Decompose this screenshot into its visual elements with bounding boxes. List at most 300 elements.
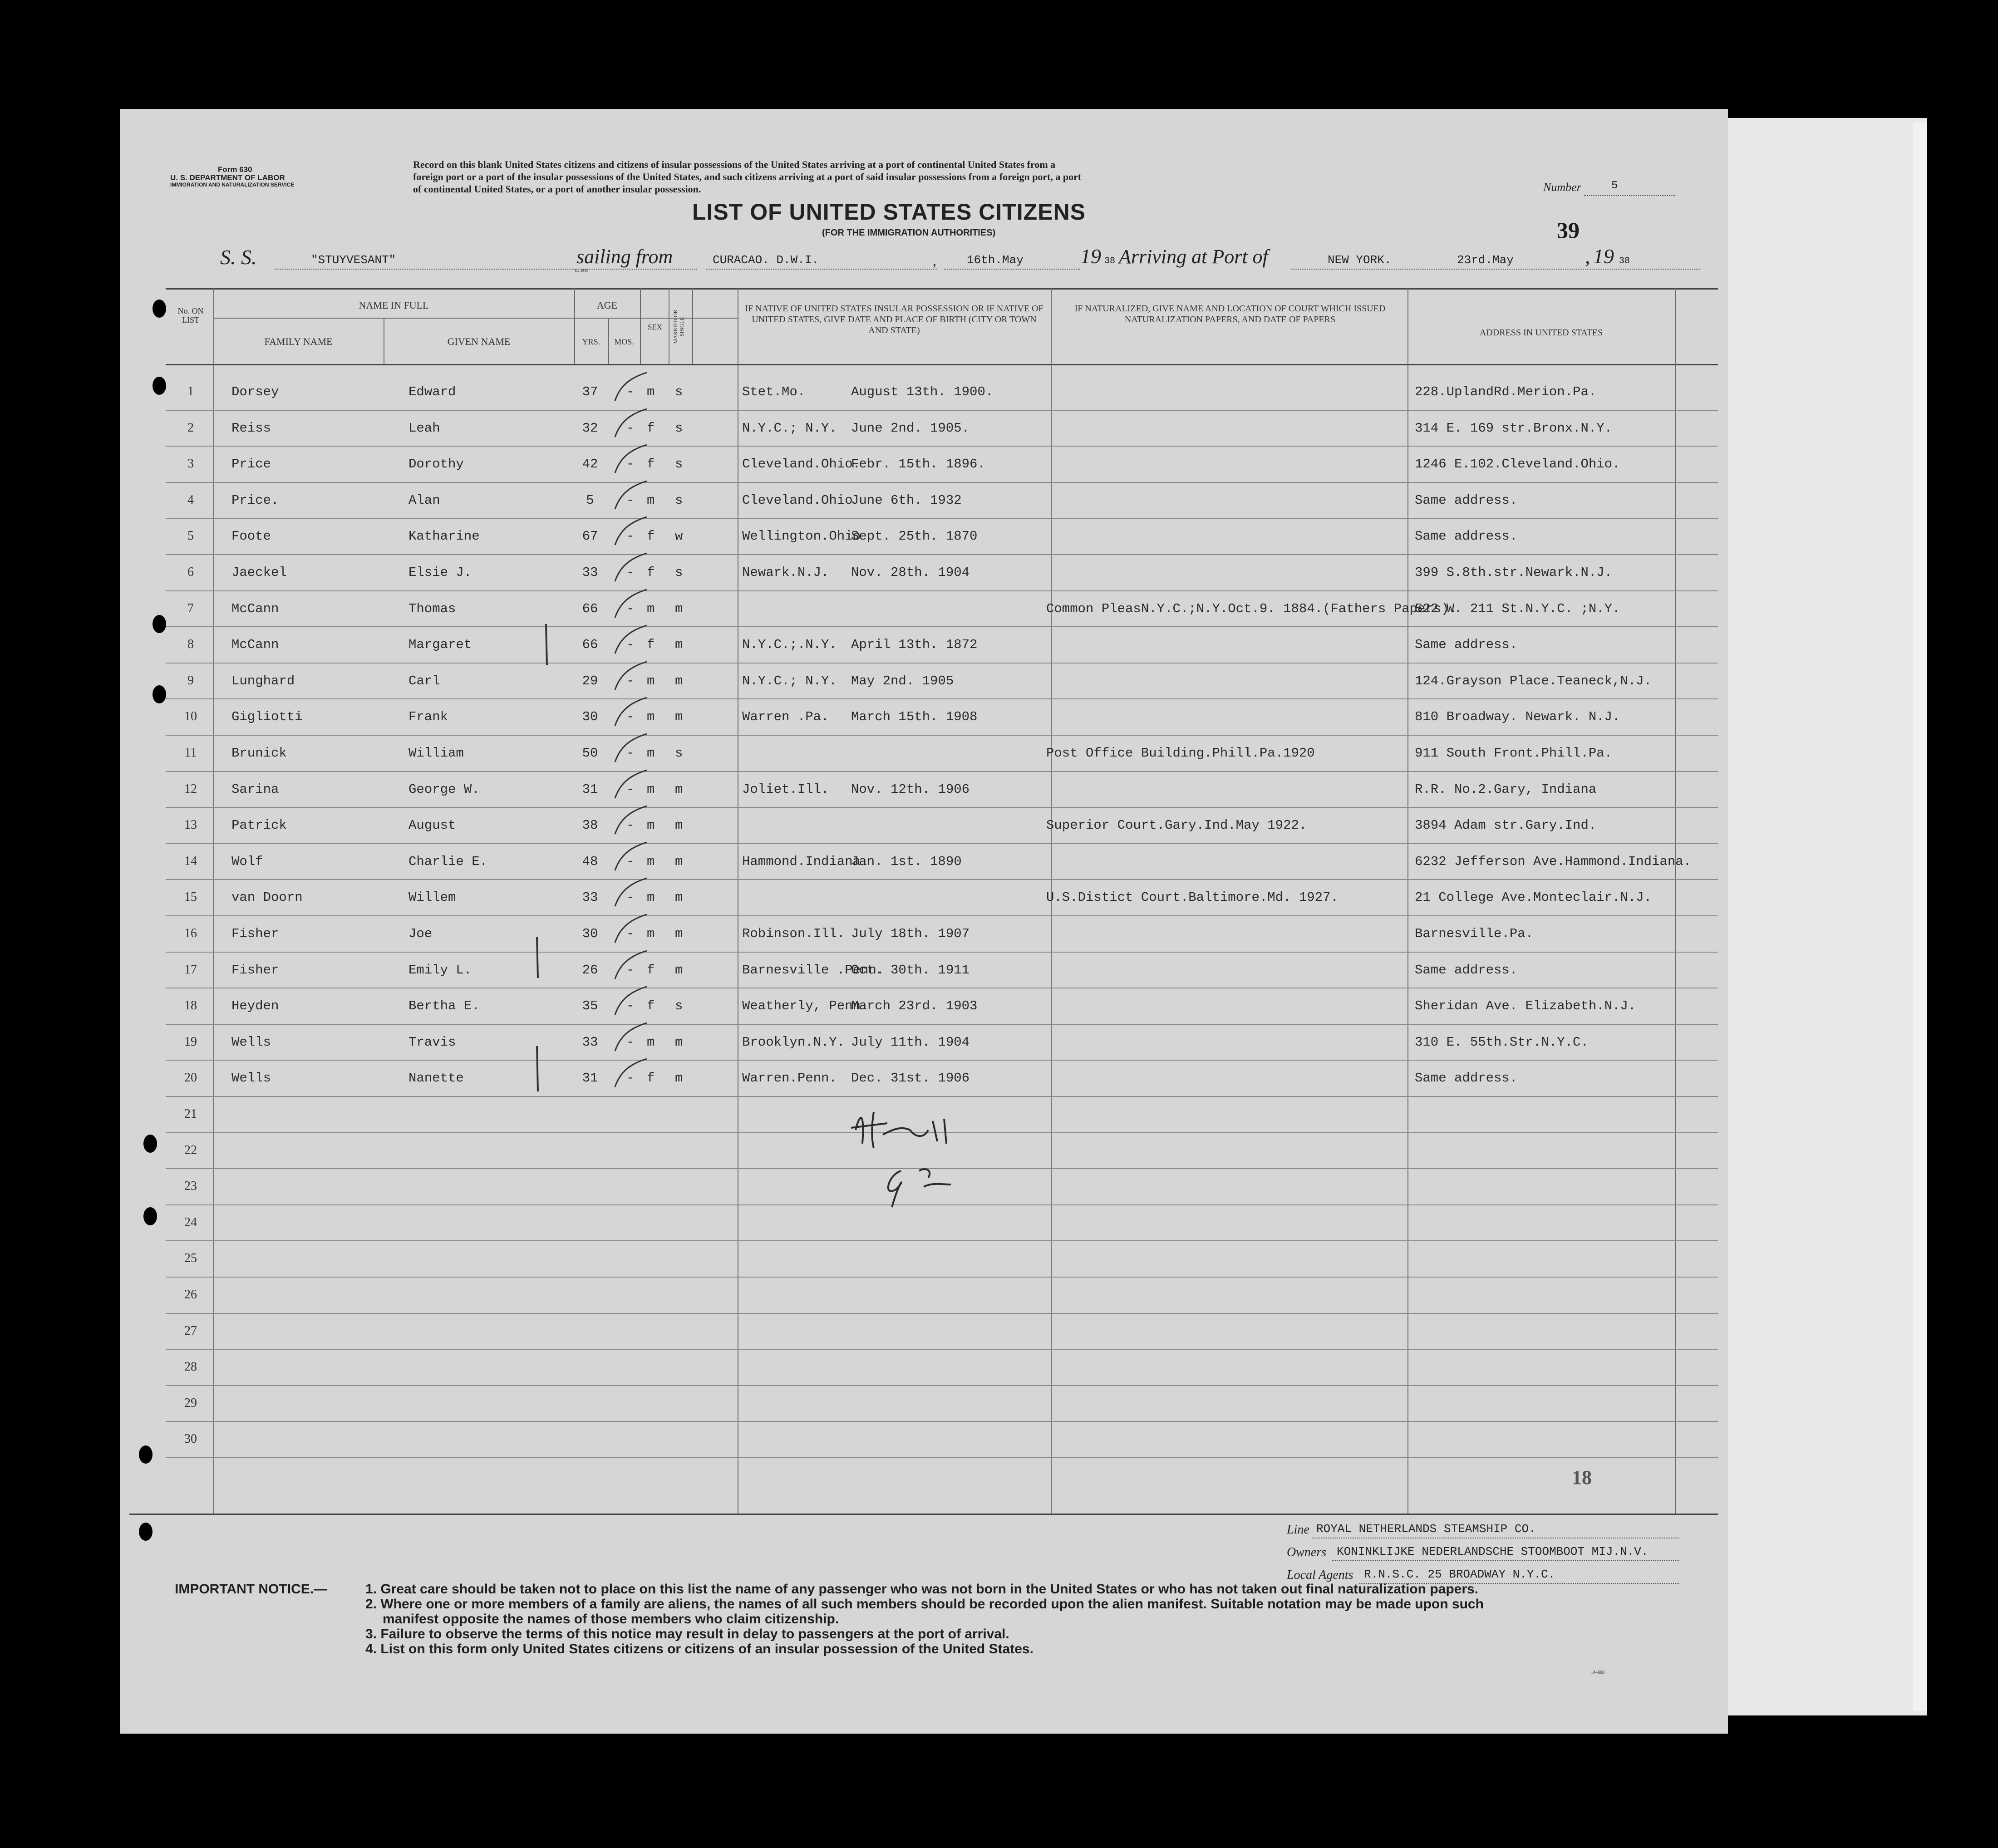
header-birth-details: IF NATIVE OF UNITED STATES INSULAR POSSESSION OR IF NATIVE OF UNITED STATES, GIVE DATE AND PLACE OF BIRTH (CITY OR TOWN AND STATE) — [745, 304, 1043, 335]
family-name: Lunghard — [231, 673, 295, 688]
departure-year-prefix: 19 — [1080, 245, 1101, 268]
age-months: - — [626, 998, 635, 1014]
row-number: 13 — [184, 818, 197, 832]
marital-status: s — [675, 384, 683, 399]
birth-place: N.Y.C.;.N.Y. — [742, 637, 837, 653]
age-months: - — [626, 1034, 635, 1050]
row-rule — [166, 1240, 1718, 1241]
marital-status: s — [675, 998, 683, 1014]
birth-date: May 2nd. 1905 — [851, 673, 954, 688]
check-mark — [610, 1019, 651, 1056]
check-mark — [610, 875, 651, 911]
given-name: Bertha E. — [408, 998, 480, 1014]
age-months: - — [626, 529, 635, 544]
stamp-bottom-number: 18 — [1572, 1466, 1592, 1489]
given-name: August — [408, 818, 456, 833]
arrival-year: 38 — [1619, 256, 1630, 266]
age-years: 66 — [582, 601, 598, 616]
row-number: 20 — [184, 1071, 197, 1085]
birth-date: July 18th. 1907 — [851, 926, 970, 941]
header-age: AGE — [596, 300, 618, 311]
birth-place: Weatherly, Penn. — [742, 998, 869, 1014]
birth-place: Warren .Pa. — [742, 709, 829, 725]
age-years: 37 — [582, 384, 598, 399]
row-number: 7 — [187, 601, 194, 615]
handwritten-initials — [846, 1103, 965, 1216]
page-title: LIST OF UNITED STATES CITIZENS — [692, 199, 1086, 225]
check-mark — [610, 983, 651, 1019]
birth-date: Nov. 12th. 1906 — [851, 781, 970, 797]
age-months: - — [626, 637, 635, 653]
row-number: 18 — [184, 998, 197, 1013]
birth-place: Brooklyn.N.Y. — [742, 1034, 845, 1050]
birth-date: Sept. 25th. 1870 — [851, 529, 978, 544]
sex: f — [647, 1071, 655, 1086]
manifest-sheet: Form 630 U. S. DEPARTMENT OF LABOR IMMIGRATION AND NATURALIZATION SERVICE Record on this blank United States citizens and citizens of insular possessions of the United States arriving at a port of continental United States from a foreign port or a port of the insular possessions of the United States, and such citizens arriving at a port of said insular possessions from a foreign port, a port of continental United States, or a port of another insular possession. Number 5 LIST OF UNITED STATES CITIZENS (FOR THE IMMIGRATION AUTHORITIES) 39 S. S. "STUYVESANT" 14–608 sailing from CURACAO. D.W.I. , 16th.May 19 38 Arriving at Port of NEW YORK. 23rd.May , 19 38 No. ON LIST NAME IN FULL FAMILY NAME GIVEN NAME AGE YRS. MOS. SEX MARRIED OR SINGLE IF NATIVE OF UNITED STATES INSULAR POSSESSION OR IF NATIVE OF UNITED STATES, GIVE DATE AND PLACE OF BIRTH (CITY OR TOWN AND STATE) IF NATURALIZED, GIVE NAME AND LOCATION OF COURT WHICH ISSUED NATURALIZATION PAPERS, AND DATE OF PAPERS ADDRESS IN UNITED STATES 1 Dorsey Edward 37 - m s Stet.Mo. August 13th. 1900. 228.UplandRd.Merion.Pa. 2 Reiss Leah 32 - f s N.Y.C.; N.Y. June 2nd. 1905. 314 E. 169 str.Bronx.N.Y. 3 Price Dorothy 42 - f s Cleveland.Ohio. Febr. 15th. 1896. 1246 E.102.Cleveland.Ohio. 4 Price. Alan 5 - m s Cleveland.Ohio June 6th. 1932 Same address. 5 Foote Katharine 67 - f w Wellington.Ohio Sept. 25th. 1870 Same address. 6 Jaeckel Elsie J. 33 - f s Newark.N.J. Nov. 28th. 1904 399 S.8th.str.Newark.N.J. 7 McCann Thomas 66 - m m Common PleasN.Y.C.;N.Y.Oct.9. 1884.(Fathers Papers). 522 W. 211 St.N.Y.C. ;N.Y. 8 McCann Margaret 66 - f m N.Y.C.;.N.Y. April 13th. 1872 Same address. 9 Lunghard Carl 29 - m m N.Y.C.; N.Y. May 2nd. 1905 124.Grayson Place.Teaneck,N.J. 10 Gigliotti Frank 30 - m m Warren .Pa. March 15th. 1908 810 Broadway. Newark. N.J. 11 Brunick William 50 - m s Post Office Building.Phill.Pa.1920 911 South Front.Phill.Pa. 12 Sarina George W. 31 - m m Joliet.Ill. Nov. 12th. 1906 R.R. No.2.Gary, Indiana 13 Patrick August 38 - m m Superior Court.Gary.Ind.May 1922. 3894 Adam str.Gary.Ind. 14 Wolf Charlie E. 48 - m m Hammond.Indiana. Jan. 1st. 1890 6232 Jefferson Ave.Hammond.Indiana. 15 van Doorn Willem 33 - m m U.S.Distict Court.Baltimore.Md. 1927. 21 College Ave.Monteclair.N.J. 16 Fisher Joe 30 - m m Robinson.Ill. July 18th. 1907 Barnesville.Pa. 17 Fisher Emily L. 26 - f m Barnesville .Penn. Oct. 30th. 1911 Same address. 18 Heyden Bertha E. 35 - f s Weatherly, Penn. March 23rd. 1903 Sheridan Ave. Elizabeth.N.J. 19 Wells Travis 33 - m m Brooklyn.N.Y. July 11th. 1904 310 E. 55th.Str.N.Y.C. 20 Wells Nanette 31 - f m Warren.Penn. Dec. 31st. 1906 Same address. 21 22 23 24 25 26 27 28 29 30 18 Line ROYAL NETHERLANDS STEAMSHIP CO. Owners KONINKLIJKE NEDERLANDSCHE STOOMBOOT MIJ.N.V. Local Agents R.N.S.C. 25 BROADWAY N.Y.C. IMPORTANT NOTICE.— 1. Great care should be taken not to place on this list the name of any passenger who was not born in the United States or who has not taken out final naturalization papers. 2. Where one or more members of a family are aliens, the names of all such members should be recorded upon the alien manifest. Suitable notation may be made upon such manifest opposite the names of those members who claim citizenship. 3. Failure to observe the terms of this notice may result in delay to passengers at the port of arrival. 4. List on this form only United States citizens or citizens of an insular possession of the United States. 14–608 — [120, 109, 1728, 1734]
number-label: Number — [1543, 181, 1581, 194]
given-name: Willem — [408, 890, 456, 905]
given-name: Leah — [408, 420, 440, 436]
marital-status: m — [675, 962, 683, 978]
row-rule — [166, 1349, 1718, 1350]
sex: f — [647, 637, 655, 653]
marital-status: s — [675, 457, 683, 472]
age-months: - — [626, 926, 635, 941]
check-mark — [610, 477, 651, 514]
stamp-top-number: 39 — [1557, 217, 1580, 243]
age-months: - — [626, 854, 635, 869]
sex: m — [647, 854, 655, 869]
check-mark — [610, 441, 651, 477]
row-rule — [166, 554, 1718, 555]
us-address: 522 W. 211 St.N.Y.C. ;N.Y. — [1415, 601, 1620, 616]
birth-date: Febr. 15th. 1896. — [851, 457, 985, 472]
punch-hole — [153, 300, 166, 318]
us-address: 124.Grayson Place.Teaneck,N.J. — [1415, 673, 1652, 688]
header-years: YRS. — [582, 337, 600, 346]
us-address: 228.UplandRd.Merion.Pa. — [1415, 384, 1597, 399]
check-mark — [610, 369, 651, 405]
marital-status: m — [675, 854, 683, 869]
birth-date: July 11th. 1904 — [851, 1034, 970, 1050]
age-years: 42 — [582, 457, 598, 472]
check-mark — [610, 405, 651, 442]
row-rule — [166, 1096, 1718, 1097]
line-label: Line — [1287, 1523, 1309, 1537]
family-name: Heyden — [231, 998, 279, 1014]
given-name: Katharine — [408, 529, 480, 544]
birth-date: Oct. 30th. 1911 — [851, 962, 970, 978]
naturalization-court: U.S.Distict Court.Baltimore.Md. 1927. — [1046, 890, 1339, 905]
punch-hole — [143, 1135, 157, 1153]
birth-date: Nov. 28th. 1904 — [851, 565, 970, 580]
handwritten-tick-row16 — [529, 935, 547, 980]
row-number: 9 — [187, 673, 194, 688]
header-months: MOS. — [614, 337, 634, 346]
age-months: - — [626, 420, 635, 436]
punch-hole — [139, 1445, 153, 1464]
given-name: Dorothy — [408, 457, 464, 472]
sex: m — [647, 673, 655, 688]
agents-label: Local Agents — [1287, 1568, 1353, 1582]
header-name-in-full: NAME IN FULL — [359, 300, 429, 311]
handwritten-tick-row19 — [529, 1044, 547, 1094]
given-name: Elsie J. — [408, 565, 472, 580]
row-rule — [166, 1060, 1718, 1061]
check-mark — [610, 622, 651, 658]
sex: m — [647, 818, 655, 833]
row-number: 24 — [184, 1215, 197, 1229]
sailing-label: sailing from — [576, 246, 673, 268]
department-name: U. S. DEPARTMENT OF LABOR — [170, 173, 285, 182]
family-name: Reiss — [231, 420, 271, 436]
departure-port: CURACAO. D.W.I. — [713, 253, 819, 267]
marital-status: s — [675, 565, 683, 580]
row-rule — [166, 698, 1718, 699]
handwritten-tick-row7 — [538, 622, 556, 667]
row-number: 21 — [184, 1107, 197, 1121]
sex: f — [647, 998, 655, 1014]
row-number: 28 — [184, 1360, 197, 1374]
row-number: 5 — [187, 529, 194, 543]
sex: f — [647, 420, 655, 436]
row-rule — [166, 1277, 1718, 1278]
age-months: - — [626, 492, 635, 508]
age-months: - — [626, 565, 635, 580]
birth-place: Cleveland.Ohio. — [742, 457, 861, 472]
punch-hole — [153, 615, 166, 633]
check-mark — [610, 586, 651, 622]
sex: f — [647, 529, 655, 544]
birth-place: Cleveland.Ohio — [742, 492, 853, 508]
us-address: 3894 Adam str.Gary.Ind. — [1415, 818, 1597, 833]
birth-date: Dec. 31st. 1906 — [851, 1071, 970, 1086]
given-name: Charlie E. — [408, 854, 488, 869]
age-years: 5 — [586, 492, 594, 508]
arrival-date: 23rd.May — [1457, 253, 1514, 267]
us-address: Same address. — [1415, 637, 1518, 653]
print-code-bottom: 14–608 — [1591, 1670, 1604, 1675]
service-name: IMMIGRATION AND NATURALIZATION SERVICE — [170, 182, 295, 188]
age-years: 31 — [582, 1071, 598, 1086]
birth-place: Newark.N.J. — [742, 565, 829, 580]
family-name: Fisher — [231, 962, 279, 978]
family-name: Jaeckel — [231, 565, 287, 580]
notice-1: 1. Great care should be taken not to place on this list the name of any passenger who was not born in the United States or who has not taken out final naturalization papers. — [365, 1582, 1479, 1597]
age-years: 32 — [582, 420, 598, 436]
row-rule — [166, 915, 1718, 916]
age-years: 48 — [582, 854, 598, 869]
birth-place: Hammond.Indiana. — [742, 854, 869, 869]
row-number: 8 — [187, 637, 194, 652]
row-number: 25 — [184, 1251, 197, 1266]
age-years: 66 — [582, 637, 598, 653]
departure-date: 16th.May — [967, 253, 1024, 267]
form-number: Form 630 — [218, 165, 252, 174]
birth-place: Wellington.Ohio — [742, 529, 861, 544]
row-rule — [166, 1421, 1718, 1422]
age-months: - — [626, 781, 635, 797]
sex: f — [647, 457, 655, 472]
age-years: 33 — [582, 565, 598, 580]
print-code: 14–608 — [574, 269, 588, 274]
age-months: - — [626, 962, 635, 978]
notice-3: 3. Failure to observe the terms of this notice may result in delay to passengers at the port of arrival. — [365, 1627, 1009, 1642]
arriving-label: Arriving at Port of — [1119, 246, 1268, 268]
age-years: 30 — [582, 709, 598, 725]
row-rule — [166, 807, 1718, 808]
header-naturalization: IF NATURALIZED, GIVE NAME AND LOCATION OF COURT WHICH ISSUED NATURALIZATION PAPERS, AND DATE OF PAPERS — [1074, 304, 1386, 324]
family-name: McCann — [231, 601, 279, 616]
check-mark — [610, 1055, 651, 1091]
row-number: 22 — [184, 1143, 197, 1157]
family-name: Wolf — [231, 854, 263, 869]
age-months: - — [626, 384, 635, 399]
birth-place: N.Y.C.; N.Y. — [742, 673, 837, 688]
family-name: Wells — [231, 1071, 271, 1086]
punch-hole — [143, 1207, 157, 1225]
birth-place: Warren.Penn. — [742, 1071, 837, 1086]
marital-status: w — [675, 529, 683, 544]
given-name: George W. — [408, 781, 480, 797]
us-address: 911 South Front.Phill.Pa. — [1415, 746, 1613, 761]
adjacent-page-edge-light — [1913, 123, 1927, 1711]
marital-status: m — [675, 673, 683, 688]
row-rule — [166, 879, 1718, 880]
instructions-line-2: foreign port or a port of the insular possessions of the United States, and such citizens arriving at a port of said insular possessions from a foreign port, a port — [413, 171, 1082, 182]
row-number: 2 — [187, 420, 194, 435]
row-number: 3 — [187, 457, 194, 471]
check-mark — [610, 802, 651, 839]
birth-date: June 6th. 1932 — [851, 492, 962, 508]
row-number: 4 — [187, 492, 194, 507]
family-name: Price — [231, 457, 271, 472]
us-address: Barnesville.Pa. — [1415, 926, 1534, 941]
row-rule — [166, 482, 1718, 483]
marital-status: m — [675, 781, 683, 797]
sex: m — [647, 1034, 655, 1050]
row-number: 23 — [184, 1179, 197, 1194]
marital-status: m — [675, 818, 683, 833]
row-rule — [166, 771, 1718, 772]
birth-date: Jan. 1st. 1890 — [851, 854, 962, 869]
row-number: 19 — [184, 1034, 197, 1049]
row-number: 17 — [184, 962, 197, 977]
sex: m — [647, 492, 655, 508]
sex: m — [647, 781, 655, 797]
departure-year: 38 — [1104, 256, 1116, 266]
punch-hole — [153, 685, 166, 703]
given-name: Frank — [408, 709, 448, 725]
header-married-or-single: MARRIED OR SINGLE — [672, 310, 685, 344]
header-family-name: FAMILY NAME — [264, 336, 333, 347]
instructions-line-1: Record on this blank United States citizens and citizens of insular possessions of the United States arriving at a port of continental United States from a — [413, 159, 1056, 170]
family-name: Price. — [231, 492, 279, 508]
family-name: Sarina — [231, 781, 279, 797]
marital-status: s — [675, 420, 683, 436]
check-mark — [610, 730, 651, 767]
row-rule — [166, 843, 1718, 844]
given-name: Alan — [408, 492, 440, 508]
check-mark — [610, 947, 651, 983]
sex: f — [647, 962, 655, 978]
page-subtitle: (FOR THE IMMIGRATION AUTHORITIES) — [822, 228, 996, 238]
us-address: Same address. — [1415, 962, 1518, 978]
age-years: 50 — [582, 746, 598, 761]
age-years: 33 — [582, 890, 598, 905]
age-months: - — [626, 890, 635, 905]
us-address: Same address. — [1415, 529, 1518, 544]
given-name: Travis — [408, 1034, 456, 1050]
birth-date: June 2nd. 1905. — [851, 420, 970, 436]
us-address: Same address. — [1415, 492, 1518, 508]
row-rule — [166, 590, 1718, 591]
header-given-name: GIVEN NAME — [447, 336, 511, 347]
birth-place: Barnesville .Penn. — [742, 962, 885, 978]
row-number: 29 — [184, 1396, 197, 1410]
family-name: McCann — [231, 637, 279, 653]
row-rule — [166, 1313, 1718, 1314]
row-rule — [166, 1024, 1718, 1025]
family-name: Dorsey — [231, 384, 279, 399]
birth-date: March 23rd. 1903 — [851, 998, 978, 1014]
row-number: 14 — [184, 854, 197, 868]
marital-status: m — [675, 1071, 683, 1086]
marital-status: m — [675, 601, 683, 616]
notice-2: 2. Where one or more members of a family are aliens, the names of all such members should be recorded upon the alien manifest. Suitable notation may be made upon such — [365, 1597, 1484, 1612]
row-rule — [166, 952, 1718, 953]
check-mark — [610, 767, 651, 803]
ship-name: "STUYVESANT" — [311, 253, 396, 267]
punch-hole — [139, 1523, 153, 1541]
birth-place: N.Y.C.; N.Y. — [742, 420, 837, 436]
row-number: 12 — [184, 781, 197, 796]
us-address: 314 E. 169 str.Bronx.N.Y. — [1415, 420, 1613, 436]
given-name: Thomas — [408, 601, 456, 616]
birth-place: Robinson.Ill. — [742, 926, 845, 941]
age-years: 67 — [582, 529, 598, 544]
sex: m — [647, 384, 655, 399]
row-rule — [166, 735, 1718, 736]
birth-date: August 13th. 1900. — [851, 384, 994, 399]
row-number: 15 — [184, 890, 197, 904]
check-mark — [610, 513, 651, 550]
agents-value: R.N.S.C. 25 BROADWAY N.Y.C. — [1364, 1568, 1555, 1581]
row-number: 11 — [184, 746, 197, 760]
ss-label: S. S. — [220, 246, 257, 269]
us-address: 1246 E.102.Cleveland.Ohio. — [1415, 457, 1620, 472]
family-name: Patrick — [231, 818, 287, 833]
family-name: Gigliotti — [231, 709, 303, 725]
punch-hole — [153, 377, 166, 395]
line-value: ROYAL NETHERLANDS STEAMSHIP CO. — [1316, 1522, 1536, 1536]
given-name: Carl — [408, 673, 440, 688]
row-rule — [166, 518, 1718, 519]
sex: m — [647, 890, 655, 905]
row-rule — [166, 446, 1718, 447]
us-address: 21 College Ave.Monteclair.N.J. — [1415, 890, 1652, 905]
owners-label: Owners — [1287, 1545, 1327, 1559]
row-number: 30 — [184, 1432, 197, 1446]
arrival-year-prefix: 19 — [1593, 245, 1614, 268]
row-number: 10 — [184, 709, 197, 724]
marital-status: m — [675, 637, 683, 653]
naturalization-court: Post Office Building.Phill.Pa.1920 — [1046, 746, 1315, 761]
check-mark — [610, 839, 651, 875]
us-address: Same address. — [1415, 1071, 1518, 1086]
age-years: 33 — [582, 1034, 598, 1050]
row-number: 6 — [187, 565, 194, 579]
naturalization-court: Superior Court.Gary.Ind.May 1922. — [1046, 818, 1307, 833]
given-name: Joe — [408, 926, 433, 941]
row-rule — [166, 410, 1718, 411]
given-name: Margaret — [408, 637, 472, 653]
notice-2-continued: manifest opposite the names of those members who claim citizenship. — [383, 1612, 839, 1627]
row-number: 1 — [187, 384, 194, 398]
family-name: Fisher — [231, 926, 279, 941]
marital-status: m — [675, 926, 683, 941]
family-name: van Doorn — [231, 890, 303, 905]
marital-status: m — [675, 1034, 683, 1050]
sex: m — [647, 709, 655, 725]
age-years: 26 — [582, 962, 598, 978]
given-name: Emily L. — [408, 962, 472, 978]
check-mark — [610, 550, 651, 586]
row-number: 27 — [184, 1323, 197, 1338]
age-years: 30 — [582, 926, 598, 941]
instructions-line-3: of continental United States, or a port of another insular possession. — [413, 183, 701, 195]
owners-value: KONINKLIJKE NEDERLANDSCHE STOOMBOOT MIJ.N.V. — [1337, 1545, 1649, 1558]
list-number: 5 — [1611, 180, 1618, 192]
header-list-number: No. ON LIST — [177, 306, 204, 324]
notice-4: 4. List on this form only United States citizens or citizens of an insular possession of the United States. — [365, 1642, 1033, 1656]
check-mark — [610, 911, 651, 947]
age-years: 38 — [582, 818, 598, 833]
row-rule — [166, 663, 1718, 664]
age-months: - — [626, 601, 635, 616]
arrival-port: NEW YORK. — [1328, 253, 1392, 267]
check-mark — [610, 658, 651, 694]
age-months: - — [626, 746, 635, 761]
row-number: 26 — [184, 1288, 197, 1302]
given-name: Edward — [408, 384, 456, 399]
us-address: Sheridan Ave. Elizabeth.N.J. — [1415, 998, 1636, 1014]
row-rule — [166, 1457, 1718, 1458]
row-number: 16 — [184, 926, 197, 940]
us-address: 310 E. 55th.Str.N.Y.C. — [1415, 1034, 1589, 1050]
marital-status: s — [675, 746, 683, 761]
family-name: Brunick — [231, 746, 287, 761]
age-months: - — [626, 709, 635, 725]
age-months: - — [626, 673, 635, 688]
birth-place: Joliet.Ill. — [742, 781, 829, 797]
us-address: 6232 Jefferson Ave.Hammond.Indiana. — [1415, 854, 1692, 869]
us-address: R.R. No.2.Gary, Indiana — [1415, 781, 1597, 797]
adjacent-page-edge — [1728, 118, 1927, 1715]
naturalization-court: Common PleasN.Y.C.;N.Y.Oct.9. 1884.(Fathers Papers). — [1046, 601, 1457, 616]
notice-label: IMPORTANT NOTICE.— — [175, 1582, 328, 1597]
family-name: Wells — [231, 1034, 271, 1050]
age-months: - — [626, 818, 635, 833]
us-address: 810 Broadway. Newark. N.J. — [1415, 709, 1620, 725]
sex: m — [647, 746, 655, 761]
birth-place: Stet.Mo. — [742, 384, 806, 399]
age-months: - — [626, 1071, 635, 1086]
sex: f — [647, 565, 655, 580]
marital-status: s — [675, 492, 683, 508]
given-name: William — [408, 746, 464, 761]
marital-status: m — [675, 709, 683, 725]
